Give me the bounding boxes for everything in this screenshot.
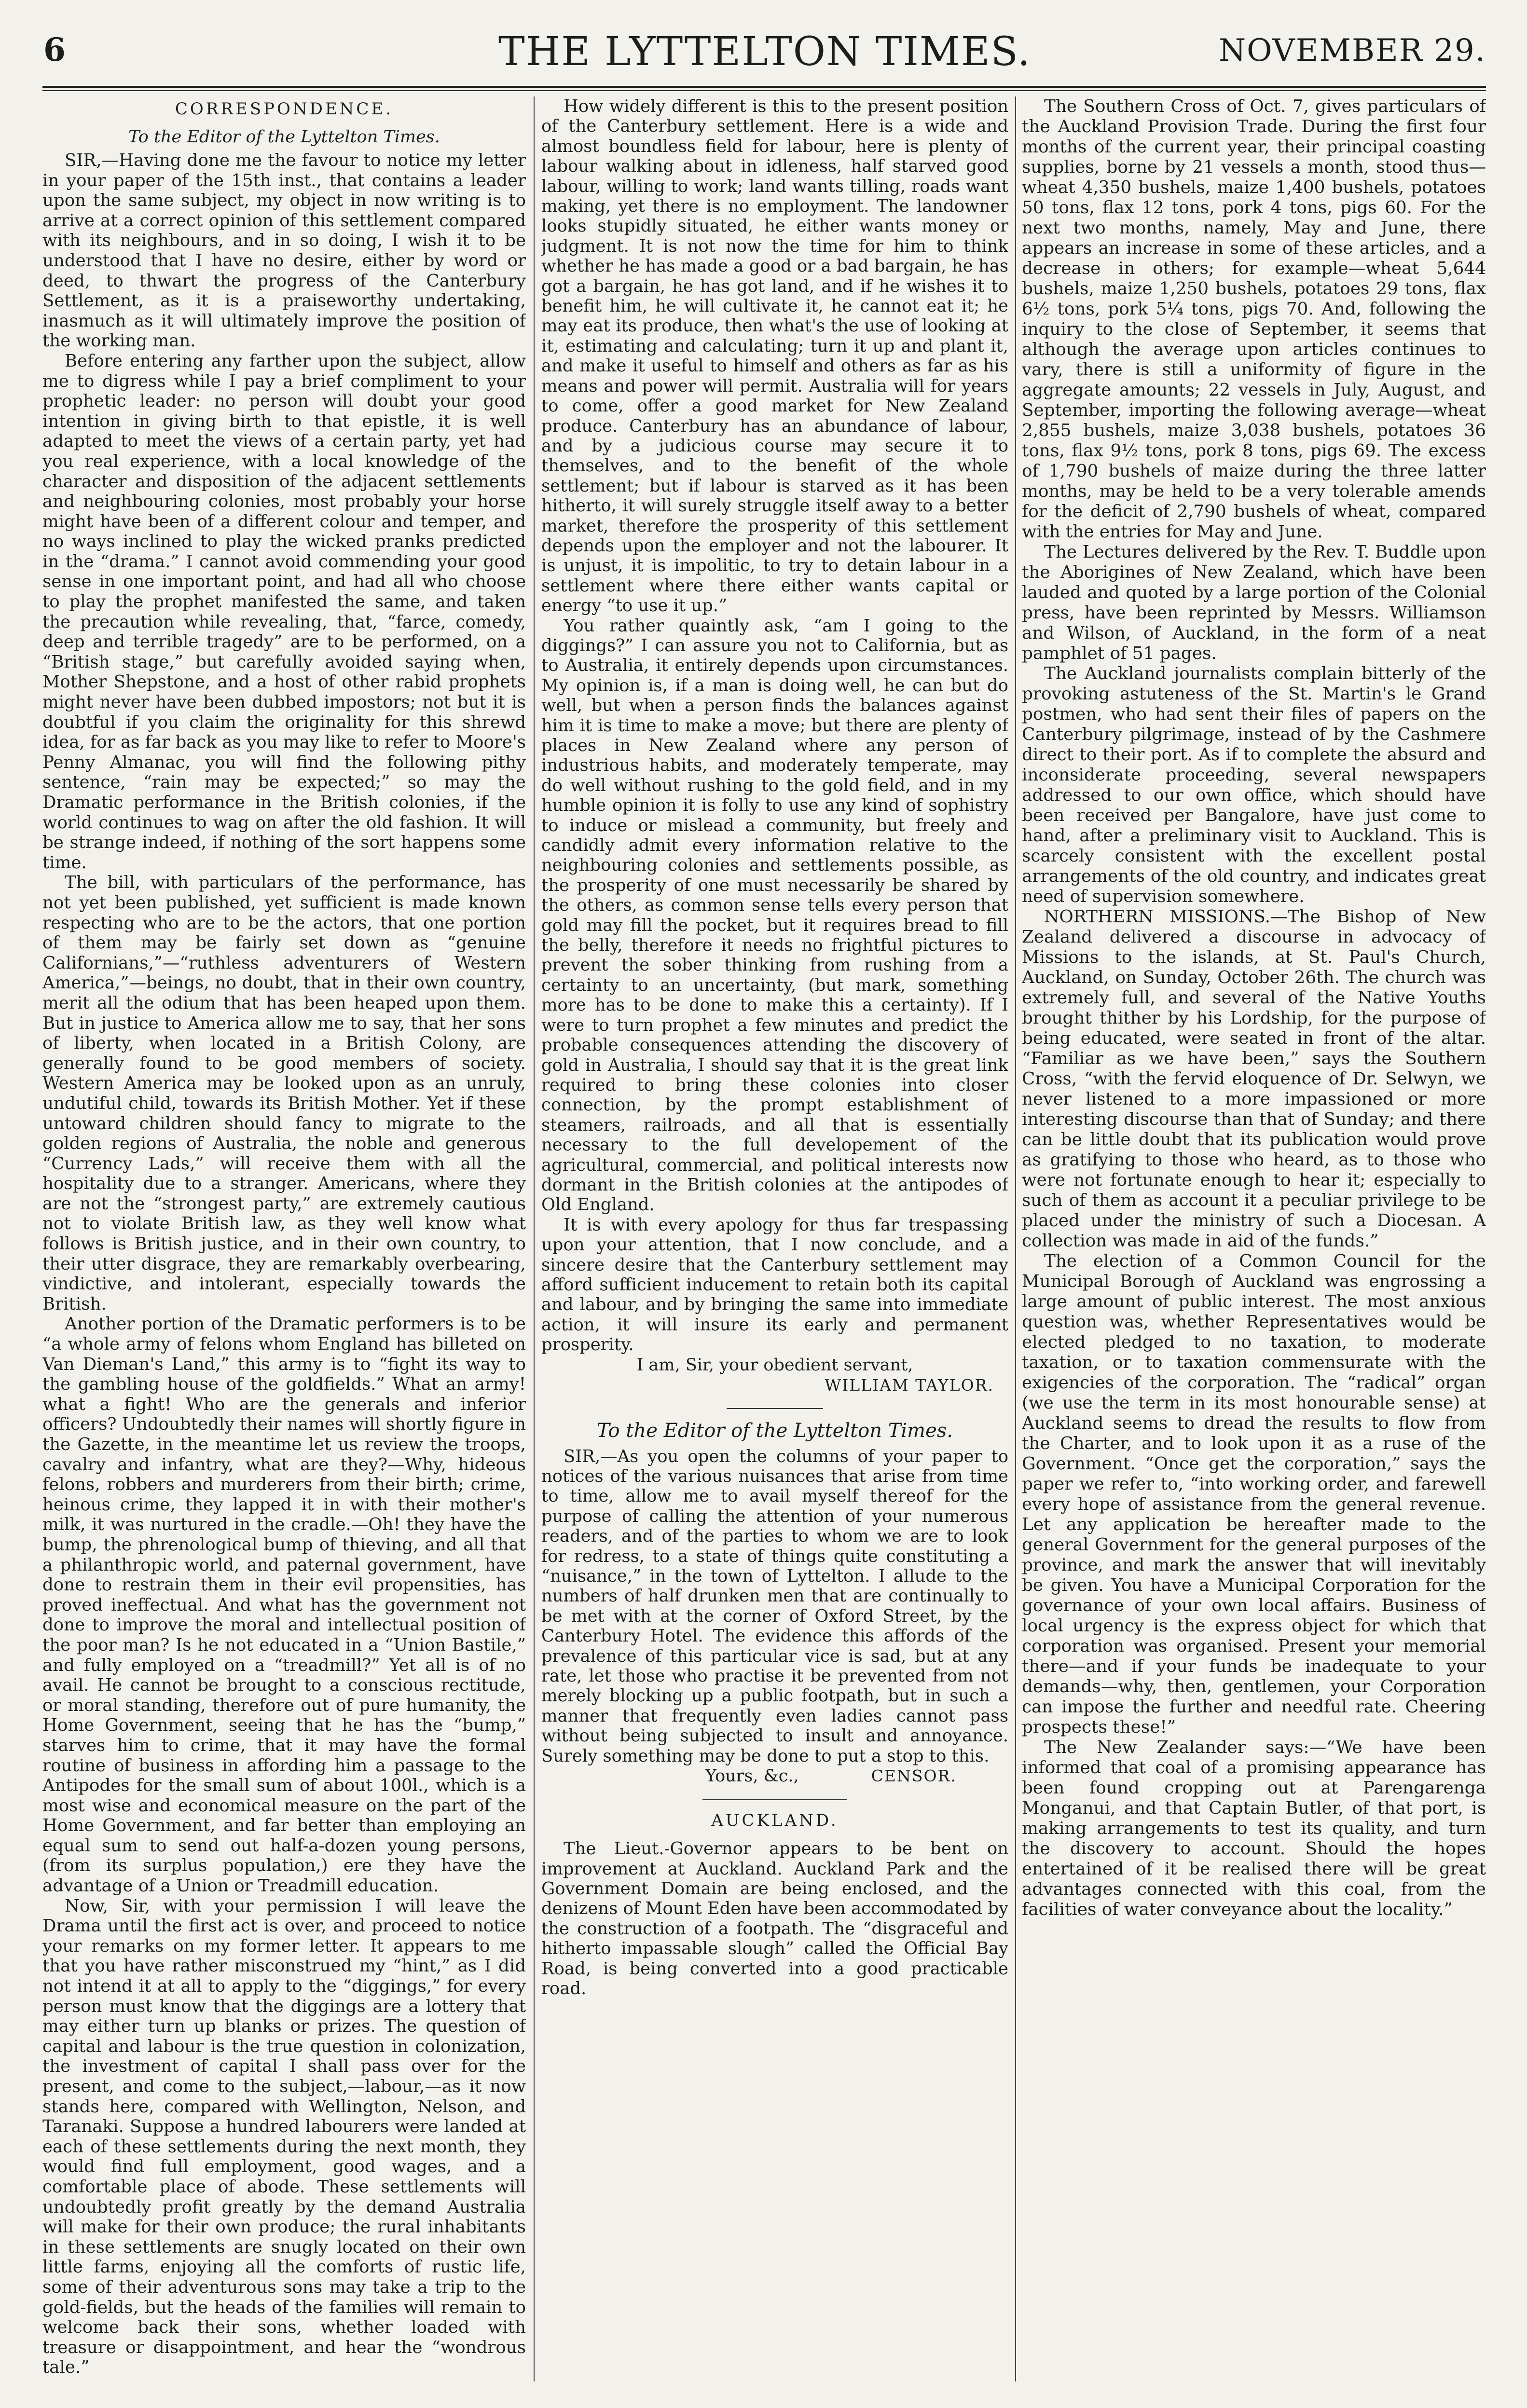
column-divider: [534, 96, 535, 2381]
letter-signature: WILLIAM TAYLOR.: [825, 1375, 994, 1395]
column-1: [42, 96, 526, 2381]
letter-paragraph: How widely different is this to the present position of the Canterbury settlement. Here is a wide and almost boundless field for labour, here is plenty of labour walking about in idleness, half starved good labour, willing to work; land wants tilling, roads want making, yet there is no employment. The landowner looks stupidly situated, he either wants money or judgment. It is not now the time for him to think whether he has made a good or a bad bargain, he has got a bargain, he has got land, and if he wishes it to benefit him, he will cultivate it, he cannot eat it; he may eat its produce, then what's the use of looking at it, estimating and calculating; turn it up and plant it, and make it useful to himself and others as far as his means and power will permit. Australia will for years to come, offer a good market for New Zealand produce. Canterbury has an abundance of labour, and by a judicious course may secure it to themselves, and to the benefit of the whole settlement; but if labour is starved as it has been hitherto, it will surely struggle itself away to a better market, therefore the prosperity of this settlement depends upon the employer and not the labourer. It is unjust, it is impolitic, to try to detain labour in a settlement where there either wants capital or energy “to use it up.”: [541, 96, 1008, 616]
column-3: [1022, 96, 1486, 2381]
news-paragraph: The New Zealander says:—“We have been informed that coal of a promising appearance has been found cropping out at Parengarenga Monganui, and that Captain Butler, of that port, is making arrangements to test its quality, and turn the discovery to account. Should the hopes entertained of it be realised there will be great advantages connected with this coal, from the facilities of water conveyance about the locality.”: [1022, 1738, 1486, 1919]
letter-salutation: To the Editor of the Lyttelton Times.: [128, 127, 440, 147]
letter-paragraph: You rather quaintly ask, “am I going to the diggings?” I can assure you not to California, but as to Australia, it entirely depends upon circumstances. My opinion is, if a man is doing well, he can but do well, but when a person finds the balances against him it is time to make a move; but there are plenty of places in New Zealand where any person of industrious habits, and moderately temperate, may do well without rushing to the gold field, and in my humble opinion it is folly to use any kind of sophistry to induce or mislead a community, but freely and candidly admit every information relative to the neighbouring colonies and settlements possible, as the prosperity of one must necessarily be shared by the others, as common sense tells every person that gold may fill the pocket, but it requires bread to fill the belly, therefore it needs no frightful pictures to prevent the sober thinking from rushing from a certainty to an uncertainty, (but mark, something more has to be done to make this a certainty). If I were to turn prophet a few minutes and predict the probable consequences attending the discovery of gold in Australia, I should say that it is the great link required to bring these colonies into closer connection, by the prompt establishment of steamers, railroads, and all that is essentially necessary to the full developement of the agricultural, commercial, and political interests now dormant in the British colonies at the antipodes of Old England.: [541, 616, 1008, 1215]
letter-paragraph: It is with every apology for thus far trespassing upon your attention, that I now conclude, and a sincere desire that the Canterbury settlement may afford sufficient inducement to retain both its capital and labour, and by bringing the same into immediate action, it will insure its early and permanent prosperity.: [541, 1215, 1008, 1355]
news-paragraph: NORTHERN MISSIONS.—The Bishop of New Zealand delivered a discourse in advocacy of Missions to the islands, at St. Paul's Church, Auckland, on Sunday, October 26th. The church was extremely full, and several of the Native Youths brought thither by his Lordship, for the purpose of being educated, were seated in front of the altar. “Familiar as we have been,” says the Southern Cross, “with the fervid eloquence of Dr. Selwyn, we never listened to a more impassioned or more interesting discourse than that of Sunday; and there can be little doubt that its publication would prove as gratifying to those who heard, as to those who were not fortunate enough to hear it; especially to such of them as account it a peculiar privilege to be placed under the ministry of such a Diocesan. A collection was made in aid of the funds.”: [1022, 907, 1486, 1251]
letter-paragraph: Before entering any farther upon the subject, allow me to digress while I pay a brief compliment to your prophetic leader: no person will doubt your good intention in giving birth to that epistle, it is well adapted to meet the views of a certain party, yet had you real experience, with a local knowledge of the character and disposition of the adjacent settlements and neighbouring colonies, most probably your horse might have been of a different colour and temper, and no ways inclined to play the wicked pranks predicted in the “drama.” I cannot avoid commending your good sense in one important point, and had all who choose to play the prophet manifested the same, and taken the precaution while revealing, that, “farce, comedy, deep and terrible tragedy” are to be performed, on a “British stage,” but carefully avoided saying when, Mother Shepstone, and a host of other rabid prophets might never have been dubbed impostors; not but it is doubtful if you claim the originality for this shrewd idea, for as far back as you may like to refer to Moore's Penny Almanac, you will find the following pithy sentence, “rain may be expected;” so may the Dramatic performance in the British colonies, if the world continues to wag on after the old fashion. It will be strange indeed, if nothing of the sort happens some time.: [42, 351, 526, 873]
letter-closing: [541, 1766, 1008, 1786]
news-paragraph: The Lieut.-Governor appears to be bent on improvement at Auckland. Auckland Park and the Government Domain are being enclosed, and the denizens of Mount Eden have been accommodated by the construction of a footpath. The “disgraceful and hitherto impassable slough” called the Official Bay Road, is being converted into a good practicable road.: [541, 1839, 1008, 1998]
news-paragraph: The Auckland journalists complain bitterly of the provoking astuteness of the St. Martin's le Grand postmen, who had sent their files of papers on the Canterbury pilgrimage, instead of by the Cashmere direct to their port. As if to complete the absurd and inconsiderate proceeding, several newspapers addressed to our own office, which should have been received per Bangalore, have just come to hand, after a preliminary visit to Auckland. This is scarcely consistent with the excellent postal arrangements of the old country, and indicates great need of supervision somewhere.: [1022, 664, 1486, 906]
column-divider: [1015, 96, 1016, 2381]
letter-paragraph: Another portion of the Dramatic performers is to be “a whole army of felons whom England has billeted on Van Dieman's Land,” this army is to “fight its way to the gambling house of the goldfields.” What an army! what a fight! Who are the generals and inferior officers? Undoubtedly their names will shortly figure in the Gazette, in the meantime let us review the troops, cavalry and infantry, what are they?—Why, hideous felons, robbers and murderers from their birth; crime, heinous crime, they lapped it in with their mother's milk, it was nurtured in the cradle.—Oh! they have the bump, the phrenological bump of thieving, and all that a philanthropic world, and paternal government, have done to restrain them in their evil propensities, has proved ineffectual. And what has the government not done to improve the moral and intellectual position of the poor man? Is he not educated in a “Union Bastile,” and fully employed on a “treadmill?” Yet all is of no avail. He cannot be brought to a conscious rectitude, or moral standing, therefore out of pure humanity, the Home Government, seeing that he has the “bump,” starves him to crime, that it may have the formal routine of business in affording him a passage to the Antipodes for the small sum of about 100l., which is a most wise and economical measure on the part of the Home Government, and far better than employing an equal sum to send out half-a-dozen young persons, (from its surplus population,) ere they have the advantage of a Union or Treadmill education.: [42, 1314, 526, 1896]
section-heading-correspondence: CORRESPONDENCE.: [175, 99, 394, 119]
masthead: [43, 28, 1486, 91]
letter-paragraph: SIR,—Having done me the favour to notice my letter in your paper of the 15th inst., that contains a leader upon the same subject, my object in now writing is to arrive at a correct opinion of this settlement compared with its neighbours, and in so doing, I wish it to be understood that I have no desire, either by word or deed, to thwart the progress of the Canterbury Settlement, as it is a praiseworthy undertaking, inasmuch as it will ultimately improve the position of the working man.: [42, 150, 526, 351]
page-number: 6: [43, 31, 66, 68]
section-heading-auckland: AUCKLAND.: [711, 1811, 839, 1831]
masthead-rule: [42, 86, 1486, 91]
letter-paragraph: The bill, with particulars of the performance, has not yet been published, yet sufficient is made known respecting who are to be the actors, that one portion of them may be fairly set down as “genuine Californians,”—“ruthless adventurers of Western America,”—beings, no doubt, that in their own country, merit all the odium that has been heaped upon them. But in justice to America allow me to say, that her sons of liberty, when located in a British Colony, are generally found to be good members of society. Western America may be looked upon as an unruly, undutiful child, towards its British Mother. Yet if these untoward children should fancy to migrate to the golden regions of Australia, the noble and generous “Currency Lads,” will receive them with all the hospitality due to a stranger. Americans, where they are not the “strongest party,” are extremely cautious not to violate British law, as they well know what follows is British justice, and in their own country, to their utter disgrace, they are remarkably overbearing, vindictive, and intolerant, especially towards the British.: [42, 873, 526, 1314]
news-paragraph: The election of a Common Council for the Municipal Borough of Auckland was engrossing a large amount of public interest. The most anxious question was, whether Representatives would be elected pledged to no taxation, to moderate taxation, or to taxation commensurate with the exigencies of the corporation. The “radical” organ (we use the term in its most honourable sense) at Auckland seems to dread the results to flow from the Charter, and to look upon it as a ruse of the Government. “Once get the corporation,” says the paper we refer to, “into working order, and farewell every hope of assistance from the general revenue. Let any application be hereafter made to the general Government for the general purposes of the province, and mark the answer that will inevitably be given. You have a Municipal Corporation for the governance of your own local affairs. Business of local urgency is the express object for which that corporation was organised. Present your memorial there—and if your funds be inadequate to your demands—why, then, gentlemen, your Corporation can impose the further and needful rate. Cheering prospects these!”: [1022, 1251, 1486, 1737]
newspaper-title: THE LYTTELTON TIMES.: [498, 29, 1031, 75]
letter-salutation: To the Editor of the Lyttelton Times.: [596, 1419, 953, 1442]
issue-date: NOVEMBER 29.: [1219, 33, 1486, 68]
news-paragraph: The Lectures delivered by the Rev. T. Buddle upon the Aborigines of New Zealand, which have been lauded and quoted by a large portion of the Colonial press, have been reprinted by Messrs. Williamson and Wilson, of Auckland, in the form of a neat pamphlet of 51 pages.: [1022, 542, 1486, 663]
letter-closing: I am, Sir, your obedient servant,: [636, 1355, 913, 1375]
letter-signature: CENSOR.: [871, 1766, 957, 1786]
separator-rule: [727, 1408, 823, 1409]
letter-closing-text: Yours, &c.,: [705, 1766, 799, 1786]
letter-paragraph: Now, Sir, with your permission I will leave the Drama until the first act is over, and proceed to notice your remarks on my former letter. It appears to me that you have rather misconstrued my “hint,” as I did not intend it at all to apply to the “diggings,” for every person must know that the diggings are a lottery that may either turn up blanks or prizes. The question of capital and labour is the true question in colonization, the investment of capital I shall pass over for the present, and come to the subject,—labour,—as it now stands here, compared with Wellington, Nelson, and Taranaki. Suppose a hundred labourers were landed at each of these settlements during the next month, they would find full employment, good wages, and a comfortable place of abode. These settlements will undoubtedly profit greatly by the demand Australia will make for their own produce; the rural inhabitants in these settlements are snugly located on their own little farms, enjoying all the comforts of rustic life, some of their adventurous sons may take a trip to the gold-fields, but the heads of the families will remain to welcome back their sons, whether loaded with treasure or disappointment, and hear the “wondrous tale.”: [42, 1896, 526, 2378]
column-2: [541, 96, 1008, 2381]
separator-rule: [702, 1799, 847, 1800]
letter-paragraph: SIR,—As you open the columns of your paper to notices of the various nuisances that arise from time to time, allow me to avail myself thereof for the purpose of calling the attention of your numerous readers, and of the parties to whom we are to look for redress, to a state of things quite constituting a “nuisance,” in the town of Lyttelton. I allude to the numbers of half drunken men that are continually to be met with at the corner of Oxford Street, by the Canterbury Hotel. The evidence this affords of the prevalence of this particular vice is sad, but at any rate, let those who practise it be prevented from not merely blocking up a public footpath, but in such a manner that frequently even ladies cannot pass without being subjected to insult and annoyance. Surely something may be done to put a stop to this.: [541, 1446, 1008, 1766]
news-paragraph: The Southern Cross of Oct. 7, gives particulars of the Auckland Provision Trade. During the first four months of the current year, their principal coasting supplies, borne by 21 vessels a month, stood thus—wheat 4,350 bushels, maize 1,400 bushels, potatoes 50 tons, flax 12 tons, pork 4 tons, pigs 60. For the next two months, namely, May and June, there appears an increase in some of these articles, and a decrease in others; for example—wheat 5,644 bushels, maize 1,250 bushels, potatoes 29 tons, flax 6½ tons, pork 5¼ tons, pigs 70. And, following the inquiry to the close of September, it seems that although the average upon articles continues to vary, there is still a uniformity of figure in the aggregate amounts; 22 vessels in July, August, and September, importing the following average—wheat 2,855 bushels, maize 3,038 bushels, potatoes 36 tons, flax 9½ tons, pork 8 tons, pigs 69. The excess of 1,790 bushels of maize during the three latter months, may be held to be a very tolerable amends for the deficit of 2,790 bushels of wheat, compared with the entries for May and June.: [1022, 96, 1486, 542]
